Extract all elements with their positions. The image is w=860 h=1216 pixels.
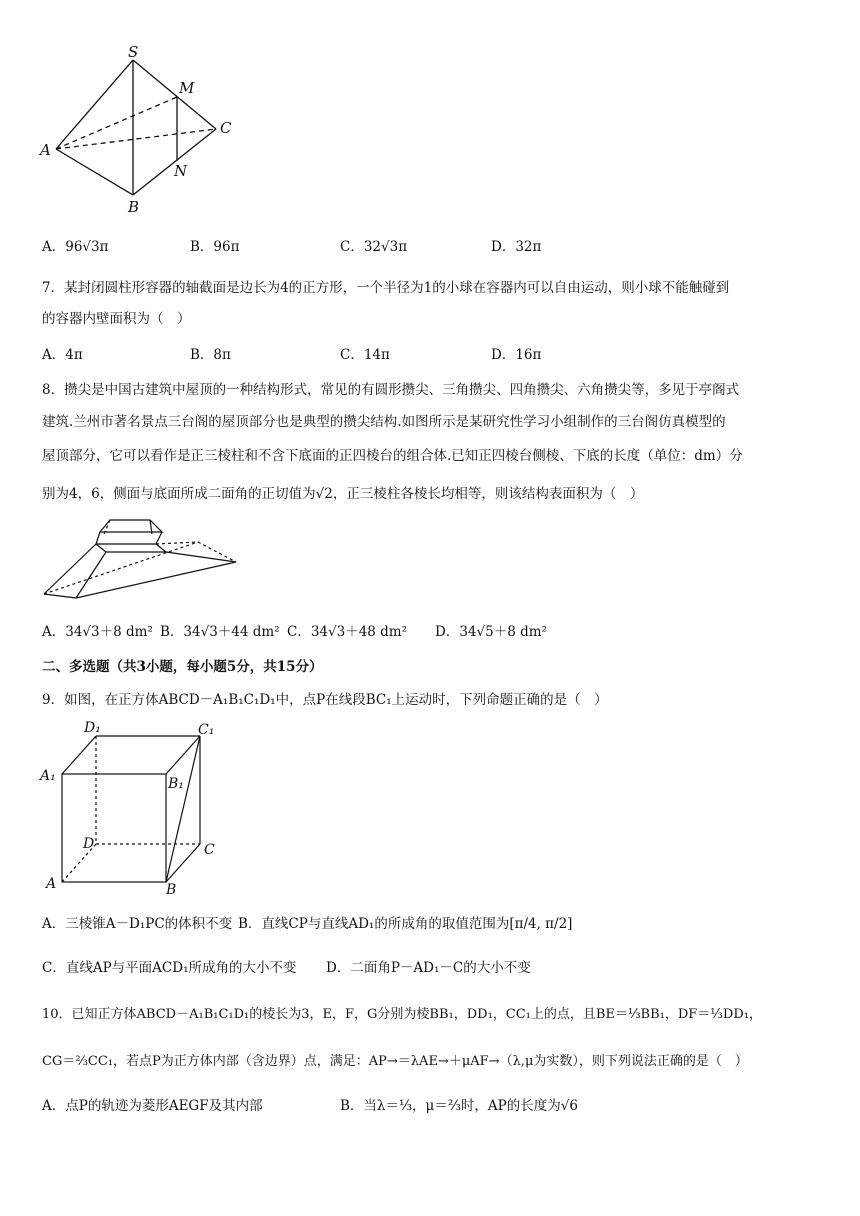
label-B: B: [166, 882, 177, 896]
q9-options-row2: [42, 956, 802, 976]
q8-option-c[interactable]: C．34√3＋48 dm²: [287, 624, 408, 640]
q8-option-d[interactable]: D．34√5＋8 dm²: [435, 624, 547, 640]
q8-option-a[interactable]: A．34√3＋8 dm²: [42, 624, 153, 640]
label-B: B: [128, 198, 140, 216]
label-D1: D₁: [84, 720, 101, 736]
q7-stem-line1: 7．某封闭圆柱形容器的轴截面是边长为4的正方形，一个半径为1的小球在容器内可以自由运动，则小球不能触碰到: [42, 280, 730, 296]
q10-option-a[interactable]: A．点P的轨迹为菱形AEGF及其内部: [42, 1098, 263, 1114]
q8-stem-line1: 8．攒尖是中国古建筑中屋顶的一种结构形式，常见的有圆形攒尖、三角攒尖、四角攒尖、六角攒尖等，多见于亭阁式: [42, 382, 740, 398]
q7-stem-line2: 的容器内壁面积为（ ）: [42, 311, 191, 327]
q6-options: [42, 235, 742, 255]
figure-q8-roof: [38, 514, 248, 606]
q10-stem-line1: 10．已知正方体ABCD－A₁B₁C₁D₁的棱长为3，E，F，G分别为棱BB₁，DD₁，CC₁上的点，且BE＝⅓BB₁，DF＝⅓DD₁，: [42, 1007, 762, 1022]
q9-option-c[interactable]: C．直线AP与平面ACD₁所成角的大小不变: [42, 960, 297, 976]
q9-option-d[interactable]: D．二面角P－AD₁－C的大小不变: [326, 960, 531, 976]
q7-option-d[interactable]: D．16π: [491, 347, 542, 363]
q9-options-row1: [42, 912, 802, 932]
label-M: M: [179, 79, 195, 97]
q6-option-b[interactable]: B．96π: [190, 239, 240, 255]
label-C1: C₁: [198, 722, 215, 738]
section-header-multi-choice: 二、多选题（共3小题，每小题5分，共15分）: [42, 659, 323, 675]
q9-stem: 9．如图，在正方体ABCD－A₁B₁C₁D₁中，点P在线段BC₁上运动时，下列命题正确的是（ ）: [42, 692, 608, 708]
q6-option-d[interactable]: D．32π: [491, 239, 542, 255]
q7-options: [42, 343, 742, 363]
label-C: C: [220, 119, 232, 137]
label-A: A: [46, 876, 57, 892]
figure-q9-cube: [38, 718, 228, 896]
q10-options-row1: [42, 1094, 802, 1114]
q8-stem-line3: 屋顶部分，它可以看作是正三棱柱和不含下底面的正四棱台的组合体.已知正四棱台侧棱、下底的长度（单位：dm）分: [42, 448, 743, 464]
q9-option-b[interactable]: B．直线CP与直线AD₁的所成角的取值范围为[π/4, π/2]: [238, 916, 573, 932]
q6-option-c[interactable]: C．32√3π: [340, 239, 408, 255]
q6-option-a[interactable]: A．96√3π: [42, 239, 109, 255]
q10-stem-line2: CG＝⅔CC₁，若点P为正方体内部（含边界）点，满足：AP→＝λAE→＋μAF→（λ,μ为实数），则下列说法正确的是（ ）: [42, 1054, 748, 1069]
q8-stem-line2: 建筑.兰州市著名景点三台阁的屋顶部分也是典型的攒尖结构.如图所示是某研究性学习小组制作的三台阁仿真模型的: [42, 414, 726, 430]
label-D: D: [83, 836, 95, 852]
q8-stem-line4: 别为4，6，侧面与底面所成二面角的正切值为√2，正三棱柱各棱长均相等，则该结构表面积为（ ）: [42, 486, 644, 502]
q9-option-a[interactable]: A．三棱锥A－D₁PC的体积不变: [42, 916, 233, 932]
q7-option-c[interactable]: C．14π: [340, 347, 390, 363]
q10-option-b[interactable]: B．当λ＝⅓，μ＝⅔时，AP的长度为√6: [340, 1098, 578, 1114]
label-C: C: [204, 842, 215, 858]
q8-option-b[interactable]: B．34√3＋44 dm²: [160, 624, 280, 640]
label-S: S: [128, 45, 139, 61]
q8-options: [42, 620, 742, 640]
label-B1: B₁: [168, 776, 184, 792]
figure-q6-solid: [38, 45, 248, 217]
label-A1: A₁: [40, 768, 56, 784]
q7-option-b[interactable]: B．8π: [190, 347, 231, 363]
label-A: A: [40, 141, 51, 159]
q7-option-a[interactable]: A．4π: [42, 347, 83, 363]
label-N: N: [174, 162, 188, 180]
